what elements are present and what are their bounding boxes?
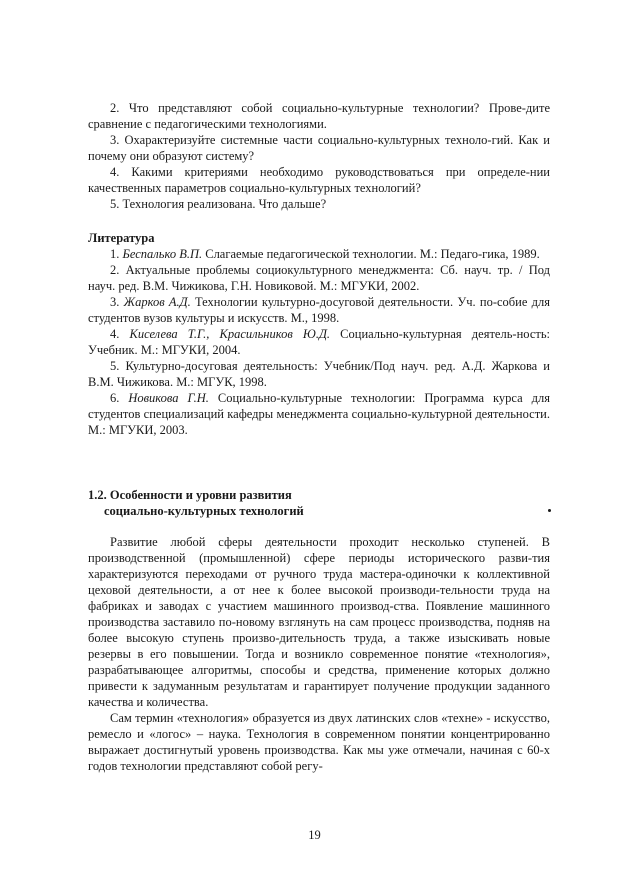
reference-number: 2. — [110, 263, 126, 277]
reference-item — [88, 294, 550, 326]
reference-item — [88, 390, 550, 438]
question-item: 3. Охарактеризуйте системные части социально-культурных техноло-гий. Как и почему они образуют систему? — [88, 133, 550, 163]
reference-number: 4. — [110, 327, 130, 341]
section-heading — [88, 487, 550, 519]
reference-author: Новикова Г.Н. — [128, 391, 218, 405]
page-number: 19 — [308, 828, 321, 842]
reference-text: Социально-культурная деятель-ность: Учебник. М.: МГУКИ, 2004. — [88, 327, 551, 357]
reference-text: Актуальные проблемы социокультурного менеджмента: Сб. науч. тр. / Под науч. ред. В.М. Чижикова, Г.Н. Новиковой. М.: МГУКИ, 2002. — [88, 263, 551, 293]
reference-number: 1. — [110, 247, 123, 261]
body-paragraph: Развитие любой сферы деятельности проходит несколько ступеней. В производственной (промышленной) сфере периоды исторического разви-тия характеризуются переходами от ручного труда мастера-одиночки к коллективной цеховой деятельности, а от нее к более высокой производи-тельности труда на фабриках и заводах с участием машинного производ-ства. Появление машинного производства заставило по-новому взглянуть на сам процесс производства, подняв на более высокую ступень произво-дительность труда, а также изыскивать новые резервы в его повышении. Тогда и возникло современное понятие «технология», разрабатывающее алгоритмы, способы и средства, применение которых должно привести к задуманным результатам и гарантирует получение продукции заданного качества и количества. — [88, 535, 550, 709]
reference-text: Технологии культурно-досуговой деятельности. Уч. по-собие для студентов вузов культуры и искусств. М., 1998. — [88, 295, 550, 325]
reference-item — [88, 246, 550, 262]
body-paragraph: Сам термин «технология» образуется из двух латинских слов «техне» - искусство, ремесло и «логос» – наука. Технология в современном понятии концентрированно выражает достигнутый уровень производства. Как мы уже отмечали, начиная с 60-х годов технологии представляют собой регу- — [88, 711, 550, 773]
question-item: 2. Что представляют собой социально-культурные технологии? Прове-дите сравнение с педагогическими технологиями. — [88, 101, 550, 131]
section-title-line-1: 1.2. Особенности и уровни развития — [88, 488, 292, 502]
literature-heading: Литература — [88, 231, 155, 245]
section-title-line-2: социально-культурных технологий — [104, 504, 304, 518]
literature-section — [88, 230, 550, 438]
review-questions — [88, 100, 550, 212]
reference-text: Слагаемые педагогической технологии. М.: Педаго-гика, 1989. — [205, 247, 540, 261]
reference-item — [88, 262, 550, 294]
reference-number: 5. — [110, 359, 126, 373]
reference-author: Киселева Т.Г., Красильников Ю.Д. — [129, 327, 341, 341]
reference-number: 6. — [110, 391, 129, 405]
scan-mark — [548, 509, 551, 512]
reference-text: Культурно-досуговая деятельность: Учебник/Под науч. ред. А.Д. Жаркова и В.М. Чижикова. М.: МГУК, 1998. — [88, 359, 550, 389]
reference-author: Беспалько В.П. — [122, 247, 206, 261]
reference-item — [88, 358, 550, 390]
reference-text: Социально-культурные технологии: Программа курса для студентов специализаций кафедры менеджмента социально-культурной деятельности. М.: МГУКИ, 2003. — [88, 391, 550, 437]
reference-number: 3. — [110, 295, 124, 309]
question-item: 4. Какими критериями необходимо руководствоваться при определе-нии качественных параметров социально-культурных технологий? — [88, 165, 550, 195]
question-item: 5. Технология реализована. Что дальше? — [110, 197, 327, 211]
reference-item — [88, 326, 550, 358]
section-body — [88, 534, 550, 774]
reference-author: Жарков А.Д. — [123, 295, 195, 309]
